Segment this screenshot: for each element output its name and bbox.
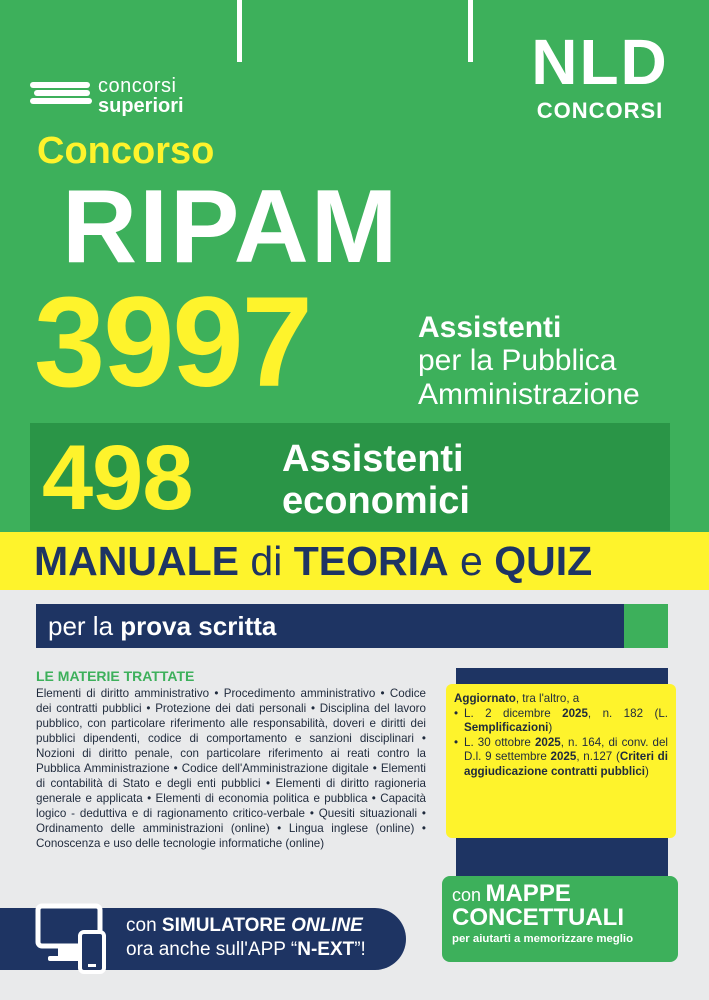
teoria-word: TEORIA <box>293 538 449 584</box>
posts-number-main: 3997 <box>34 271 311 414</box>
assistenti-line2: Amministrazione <box>418 378 640 411</box>
nld-logo-main: NLD <box>531 26 669 98</box>
prova-prefix: per la <box>48 611 114 641</box>
law-name: Criteri di aggiudicazione contratti pubblici <box>464 750 668 778</box>
aggiornato-bold: Aggiornato <box>454 692 516 705</box>
aggiornato-item <box>454 736 668 780</box>
text: , n. 182 (L. <box>587 706 668 720</box>
publisher-line2: superiori <box>98 95 184 117</box>
aggiornato-box <box>446 684 676 838</box>
aggiornato-rest: , tra l'altro, a <box>515 692 580 705</box>
law-name: Semplificazioni <box>464 721 549 734</box>
mappe-line1: MAPPE <box>485 880 571 907</box>
year: 2025 <box>562 706 588 720</box>
mappe-sub: per aiutarti a memorizzare meglio <box>452 933 634 945</box>
text: , n. 164, di conv. del D.l. 9 settembre <box>464 735 668 763</box>
concorso-label: Concorso <box>37 130 215 172</box>
sim-con: con <box>126 915 157 936</box>
e-word: e <box>460 538 483 584</box>
sim-app: N-EXT <box>297 939 355 960</box>
mappe-con: con <box>452 885 482 905</box>
sim-line2a: ora anche sull'APP “ <box>126 939 298 960</box>
materie-title: LE MATERIE TRATTATE <box>36 668 195 684</box>
quiz-word: QUIZ <box>494 538 593 584</box>
manuale-title <box>34 537 592 585</box>
prova-bold: prova scritta <box>120 611 277 641</box>
mappe-line2: CONCETTUALI <box>452 904 624 931</box>
sim-line2b: ”! <box>354 939 366 960</box>
year: 2025 <box>534 735 561 749</box>
aggiornato-item <box>454 707 668 736</box>
sim-bold: SIMULATORE <box>161 915 286 936</box>
economici-description <box>282 438 470 522</box>
prova-accent <box>624 604 668 648</box>
publisher-logo <box>30 75 230 120</box>
simulatore-text <box>126 914 366 962</box>
divider-line <box>237 0 242 62</box>
materie-text: Elementi di diritto amministrativo • Procedimento amministrativo • Codice dei contratti pubblici • Protezione dei dati personali • Disciplina del lavoro pubblico, con particolare riferimento alle responsabilità, doveri e diritti dei pubblici dipendenti, codice di comportamento e sanzioni disciplinari • Nozioni di diritto penale, con particolare riferimento ai reati contro la Pubblica Amministrazione • Codice dell'Amministrazione digitale • Elementi di contabilità di Stato e degli enti pubblici • Elementi di diritto ragioneria generale e applicata • Elementi di economia politica e pubblica • Capacità logico - deduttiva e di ragionamento critico-verbale • Quesiti situazionali • Ordinamento delle amministrazioni (online) • Lingua inglese (online) • Conoscenza e uso delle tecnologie informatiche (online) <box>36 687 426 850</box>
mappe-badge <box>442 876 678 962</box>
publisher-line1: concorsi <box>98 75 177 97</box>
economici-line1: Assistenti <box>282 438 464 480</box>
assistenti-title: Assistenti <box>418 311 562 344</box>
text: L. 30 ottobre <box>464 735 535 749</box>
sim-online: ONLINE <box>291 915 363 936</box>
assistenti-line1: per la Pubblica <box>418 344 617 377</box>
di-word: di <box>250 538 283 584</box>
posts-number-second: 498 <box>42 427 193 529</box>
text: ) <box>548 721 553 734</box>
books-icon <box>30 82 92 112</box>
ripam-title: RIPAM <box>62 169 400 285</box>
nld-logo-sub: CONCORSI <box>536 98 664 123</box>
text: ) <box>645 764 649 778</box>
divider-line <box>468 0 473 62</box>
aggiornato-heading <box>454 692 668 707</box>
devices-icon <box>32 898 112 978</box>
prova-scritta-label <box>48 610 276 642</box>
text: L. 2 dicembre <box>464 706 563 720</box>
year: 2025 <box>550 750 577 763</box>
nld-logo <box>520 26 680 130</box>
economici-line2: economici <box>282 480 470 522</box>
assistenti-description <box>418 312 640 412</box>
text: , n.127 ( <box>576 750 620 763</box>
manuale-word: MANUALE <box>34 538 239 584</box>
